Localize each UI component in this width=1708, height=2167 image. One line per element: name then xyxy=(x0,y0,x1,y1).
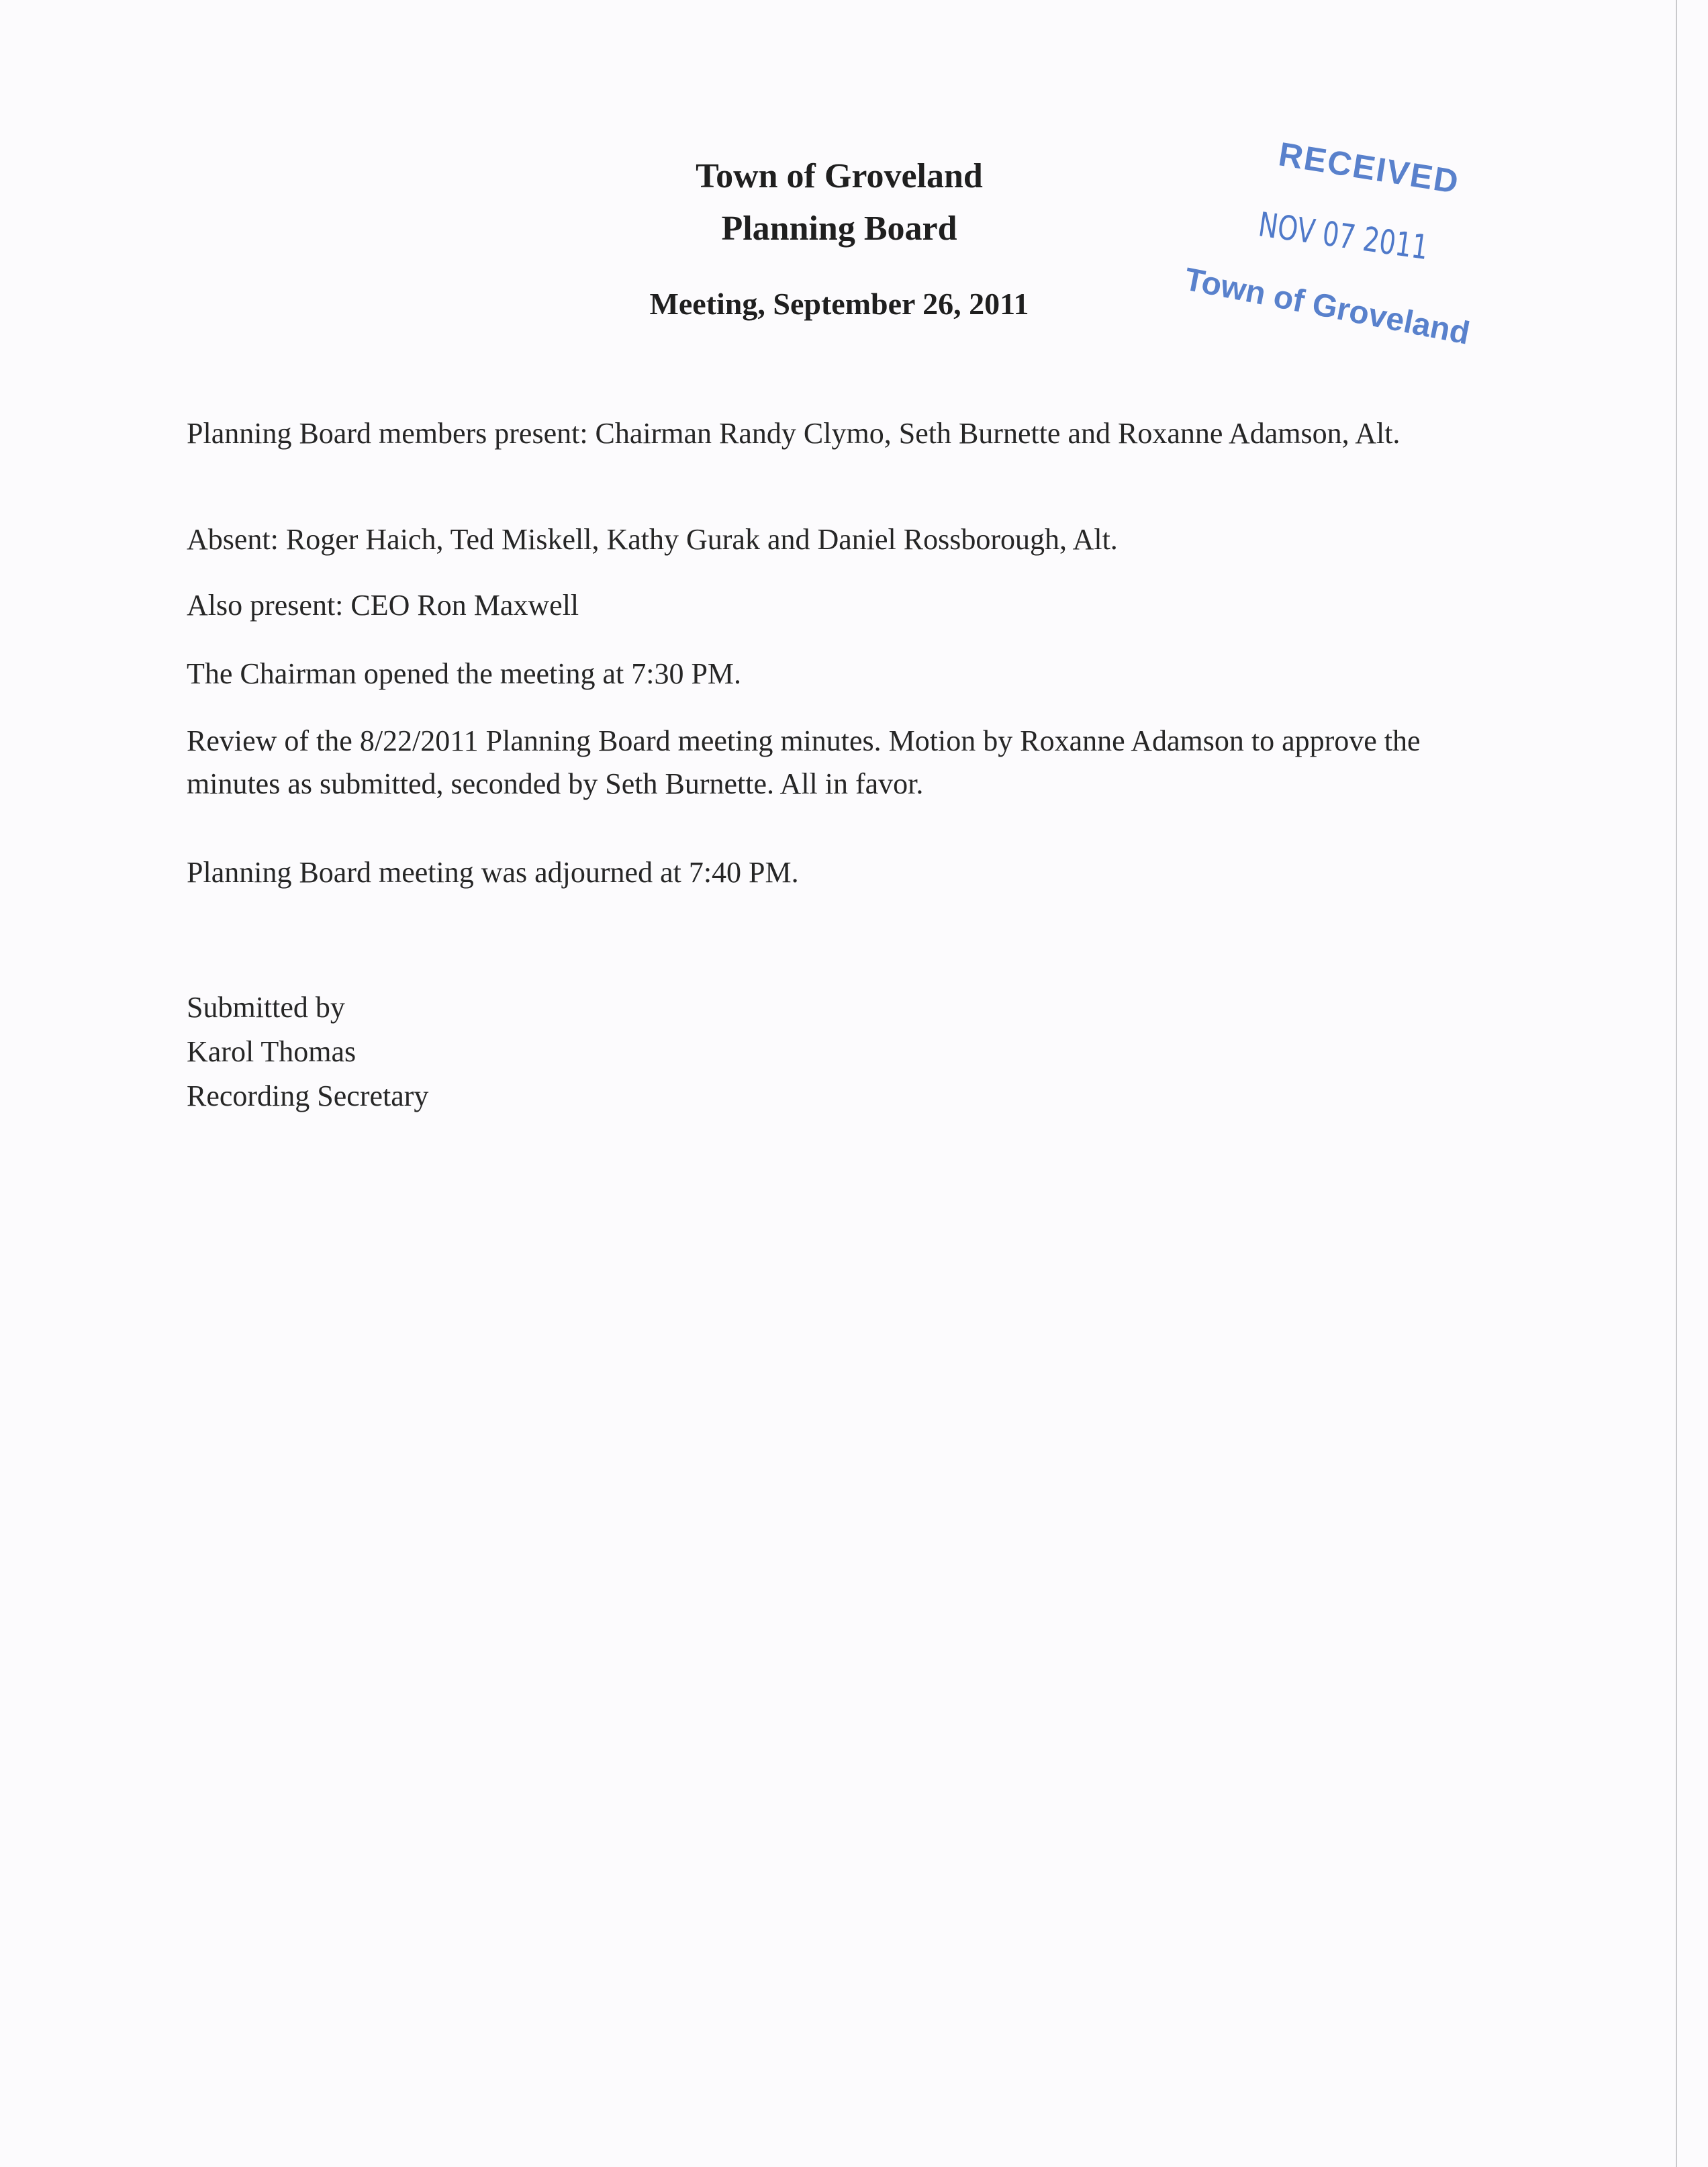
stamp-date-text: NOV 07 2011 xyxy=(1255,205,1431,268)
also-present-paragraph: Also present: CEO Ron Maxwell xyxy=(187,589,579,622)
received-stamp xyxy=(1181,121,1494,363)
absent-paragraph: Absent: Roger Haich, Ted Miskell, Kathy Gurak and Daniel Rossborough, Alt. xyxy=(187,523,1118,556)
submitted-by-label: Submitted by xyxy=(187,991,345,1024)
meeting-opened-paragraph: The Chairman opened the meeting at 7:30 PM. xyxy=(187,657,742,690)
secretary-title: Recording Secretary xyxy=(187,1079,429,1112)
document-org-title: Town of Groveland xyxy=(696,157,983,195)
secretary-name: Karol Thomas xyxy=(187,1035,357,1068)
page-edge xyxy=(1676,0,1677,2167)
signoff-block xyxy=(187,985,428,1118)
adjourned-paragraph: Planning Board meeting was adjourned at 7:40 PM. xyxy=(187,856,799,889)
meeting-date-heading: Meeting, September 26, 2011 xyxy=(649,287,1029,321)
minutes-review-paragraph: Review of the 8/22/2011 Planning Board meeting minutes. Motion by Roxanne Adamson to approve the minutes as submitted, seconded by Seth Burnette. All in favor. xyxy=(187,724,1421,800)
stamp-received-text: RECEIVED xyxy=(1276,135,1462,201)
document-board-title: Planning Board xyxy=(721,209,957,248)
members-present-paragraph: Planning Board members present: Chairman Randy Clymo, Seth Burnette and Roxanne Adamson, Alt. xyxy=(187,417,1401,450)
stamp-town-text: Town of Groveland xyxy=(1181,261,1473,352)
